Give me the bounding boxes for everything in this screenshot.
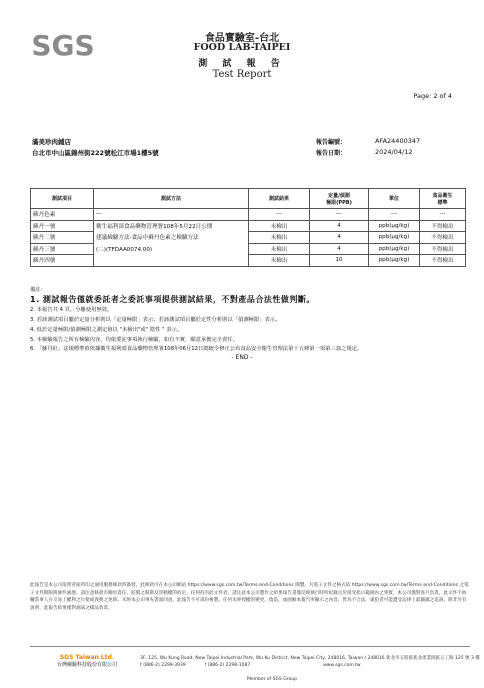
page-number: Page: 2 of 4 <box>413 92 452 100</box>
lab-title-zh: 食品實驗室-台北 <box>204 33 280 44</box>
footer-divider <box>30 646 470 647</box>
footer-tel: t (886-2) 2299-3939 <box>140 663 186 668</box>
address-en: 3F, 125, Wu Kung Road, New Taipei Industrial Park, Wu Ku District, New Taipei City, 248016, Taiwan <box>140 656 364 661</box>
results-table <box>30 188 466 267</box>
cell: --- <box>310 209 369 221</box>
svg-text:SGS: SGS <box>31 29 95 62</box>
cell: 建議檢驗方法-食品中蘇丹色素之檢驗方法 <box>94 232 249 244</box>
notes-section <box>30 285 470 353</box>
customer-address: 台北市中山區錦州街222號松江市場1樓5號 <box>32 149 159 157</box>
col-header: 測試方法 <box>94 189 249 209</box>
footer-fax: f (886-2) 2298-1087 <box>204 663 251 668</box>
cell: 未檢出 <box>249 243 310 255</box>
lab-title-en: FOOD LAB-TAIPEI <box>193 42 291 53</box>
col-header: 測試結果 <box>249 189 310 209</box>
company-name-en: SGS Taiwan Ltd. <box>59 654 115 661</box>
note-item: 2. 本報告共 4 頁，分離使用無效。 <box>30 307 113 313</box>
cell: 不得檢出 <box>420 255 466 267</box>
col-header: 測試項目 <box>31 189 94 209</box>
note-item: 3. 若該測試項目屬於定量分析則以「定量極限」表示；若該測試項目屬於定性分析則以「偵測極限」表示。 <box>30 317 281 323</box>
cell <box>94 255 249 267</box>
cell: ppb(μg/kg) <box>369 220 420 232</box>
customer-name: 滿美珍肉鋪店 <box>32 138 71 146</box>
cell: 蘇丹四號 <box>31 255 94 267</box>
table-header-row <box>31 189 466 209</box>
cell: ppb(μg/kg) <box>369 243 420 255</box>
cell: 未檢出 <box>249 255 310 267</box>
report-title-en: Test Report <box>212 69 272 80</box>
company-name-zh: 台灣檢驗科技股份有限公司 <box>56 662 117 668</box>
table-row <box>31 220 466 232</box>
col-header: 單位 <box>369 189 420 209</box>
report-date-value: 2024/04/12 <box>375 148 413 156</box>
cell: ppb(μg/kg) <box>369 255 420 267</box>
cell: 4 <box>310 232 369 244</box>
note-item: 1. 測試報告僅就委託者之委託事項提供測試結果，不對產品合法性做判斷。 <box>30 295 315 304</box>
table-row <box>31 243 466 255</box>
cell: 蘇丹三號 <box>31 243 94 255</box>
cell: --- <box>94 209 249 221</box>
report-no-label: 報告編號： <box>316 139 347 146</box>
cell: 蘇丹二號 <box>31 232 94 244</box>
cell: 4 <box>310 220 369 232</box>
address-zh: / 248016 新北市五股區新北產業園區五工路 125 號 3 樓 <box>364 656 480 661</box>
cell: --- <box>249 209 310 221</box>
footer-web: www.sgs.com.tw <box>323 663 361 668</box>
table-row <box>31 255 466 267</box>
notes-label: 備註： <box>30 287 46 293</box>
table-row <box>31 232 466 244</box>
footer-address <box>140 655 480 669</box>
footer-company <box>32 654 142 668</box>
note-item: 6. 「蘇丹紅」法規標準值依據衛生福利部食品藥物管理署108年06月12日總統令修正公布食品安全衛生管理法第十五條第一項第三款之規定。 <box>30 346 363 352</box>
col-header: 定量/偵測 極限(PPB) <box>310 189 369 209</box>
report-date-label: 報告日期： <box>316 150 347 157</box>
end-marker: - END - <box>231 354 253 361</box>
disclaimer-text: 此報告是本公司依照背面所印之通用服務條款所簽發，此條款可在本公司網站 https://www.sgs.com.tw/Terms-and-Conditions 閱覽，凡電子文件之格式依 https://www.sgs.com.tw/Terms-and-Conditions 之電子文件期限與條件處理。請注意條款有關於責任、賠償之限制及管轄權的約定。任何持有此文件者，請注意本公司製作之結果報告書僅反映執行時所紀錄且於接受指示範圍內之事實。本公司僅對客戶負責，此文件不妨礙當事人在交易上權利之行使或義務之免除。未經本公司事先書面同意，此報告不可部份複製。任何未經授權的變更、偽造、或曲解本報告所顯示之內容，皆為不合法，違犯者可能遭受法律上最嚴厲之追訴。除非另有說明，此報告結果僅對測試之樣品負責。 <box>30 583 469 611</box>
cell: 不得檢出 <box>420 232 466 244</box>
report-title-zh: 測 試 報 告 <box>198 59 286 69</box>
cell: --- <box>420 209 466 221</box>
cell: 未檢出 <box>249 220 310 232</box>
cell: 衛生福利部食品藥物管理署108年5月22日公開 <box>94 220 249 232</box>
cell: 蘇丹一號 <box>31 220 94 232</box>
col-header: 食品衛生 標準 <box>420 189 466 209</box>
cell: 不得檢出 <box>420 243 466 255</box>
cell: (二)(TFDAA0074.00) <box>94 243 249 255</box>
cell: 10 <box>310 255 369 267</box>
note-item: 5. 本檢驗報告之所有檢驗內容，均依委託事項執行檢驗，如有不實，願意承擔完全責任。 <box>30 337 239 343</box>
member-of-sgs: Member of SGS Group <box>246 677 298 682</box>
table-row <box>31 209 466 221</box>
cell: 4 <box>310 243 369 255</box>
cell: 蘇丹色素 <box>31 209 94 221</box>
cell: --- <box>369 209 420 221</box>
report-no-value: AFA24400347 <box>375 137 421 145</box>
cell: 未檢出 <box>249 232 310 244</box>
cell: ppb(μg/kg) <box>369 232 420 244</box>
cell: 不得檢出 <box>420 220 466 232</box>
note-item: 4. 低於定量極限/偵測極限之測定值以 "未檢出"或" 陰性 " 表示。 <box>30 327 183 333</box>
